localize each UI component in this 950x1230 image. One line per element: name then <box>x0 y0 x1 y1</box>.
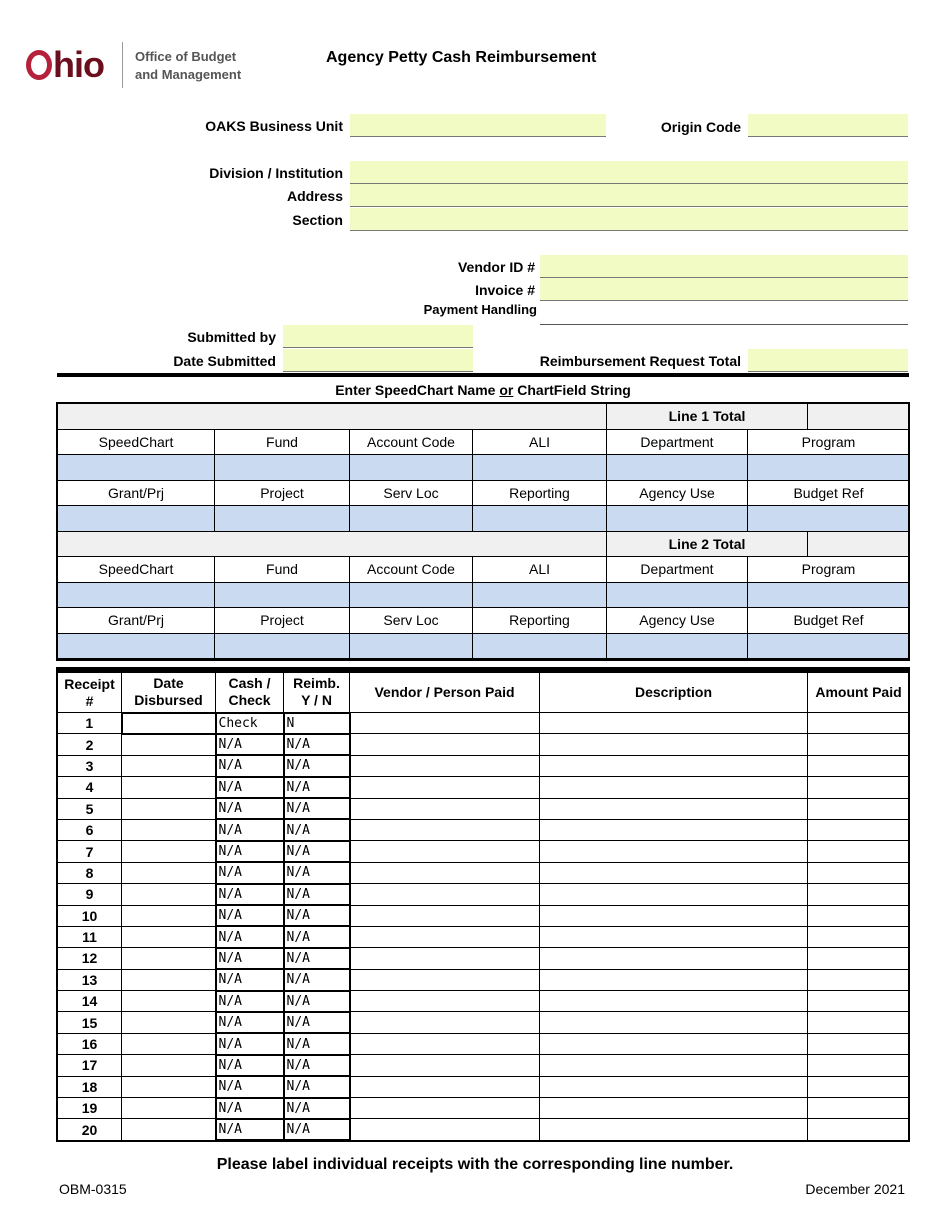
table-row <box>58 777 910 798</box>
date-disbursed-cell[interactable] <box>122 926 216 947</box>
amount-paid-cell[interactable] <box>808 1098 910 1119</box>
line2-a-header-5: Department <box>607 557 748 583</box>
receipt-number: 11 <box>58 926 122 947</box>
date-disbursed-cell[interactable] <box>122 798 216 819</box>
date-submitted-field[interactable] <box>283 349 473 372</box>
receipt-number: 15 <box>58 1012 122 1033</box>
address-label: Address <box>286 188 343 204</box>
receipt-number: 3 <box>58 755 122 776</box>
line1-a-header-1: SpeedChart <box>58 429 215 455</box>
line1-a-header-4: ALI <box>473 429 607 455</box>
receipt-number: 13 <box>58 969 122 990</box>
cash-check-header: Cash / Check <box>216 673 284 713</box>
vendor-cell[interactable] <box>350 969 540 990</box>
vendor-cell[interactable] <box>350 948 540 969</box>
division-field[interactable] <box>350 161 908 184</box>
line1-a-input-1[interactable] <box>58 455 215 481</box>
cash-check-cell[interactable]: N/A <box>216 991 284 1012</box>
description-cell[interactable] <box>540 969 808 990</box>
reimb-cell[interactable]: N/A <box>284 1076 350 1097</box>
line1-a-input-5[interactable] <box>607 455 748 481</box>
cash-check-cell[interactable]: N/A <box>216 841 284 862</box>
reimb-cell[interactable]: N/A <box>284 991 350 1012</box>
line2-total-spacer <box>58 531 607 557</box>
amount-paid-cell[interactable] <box>808 905 910 926</box>
line2-b-input-row <box>58 633 910 659</box>
reimb-cell[interactable]: N/A <box>284 948 350 969</box>
receipt-number: 4 <box>58 777 122 798</box>
chartfield-heading-post: ChartField String <box>513 382 631 398</box>
line1-a-input-4[interactable] <box>473 455 607 481</box>
division-label: Division / Institution <box>209 165 343 181</box>
cash-check-cell[interactable]: N/A <box>216 734 284 755</box>
line2-b-header-row <box>58 608 910 634</box>
receipt-number: 17 <box>58 1055 122 1076</box>
reimb-cell[interactable]: N/A <box>284 819 350 840</box>
receipts-header-row <box>58 673 910 713</box>
amount-paid-header: Amount Paid <box>808 673 910 713</box>
receipt-number: 6 <box>58 819 122 840</box>
description-cell[interactable] <box>540 841 808 862</box>
receipt-number: 12 <box>58 948 122 969</box>
vendor-cell[interactable] <box>350 1076 540 1097</box>
amount-paid-cell[interactable] <box>808 713 910 734</box>
reimb-cell[interactable]: N/A <box>284 969 350 990</box>
line2-b-input-3[interactable] <box>350 633 473 659</box>
line2-b-input-5[interactable] <box>607 633 748 659</box>
description-cell[interactable] <box>540 926 808 947</box>
description-cell[interactable] <box>540 991 808 1012</box>
line2-b-input-1[interactable] <box>58 633 215 659</box>
line1-b-header-5: Agency Use <box>607 480 748 506</box>
table-row <box>58 884 910 905</box>
vendor-cell[interactable] <box>350 991 540 1012</box>
submitted-by-label: Submitted by <box>187 329 276 345</box>
table-row <box>58 991 910 1012</box>
reimb-cell[interactable]: N/A <box>284 1012 350 1033</box>
line1-b-header-2: Project <box>215 480 350 506</box>
date-disbursed-cell[interactable] <box>122 734 216 755</box>
amount-paid-cell[interactable] <box>808 819 910 840</box>
description-cell[interactable] <box>540 734 808 755</box>
date-disbursed-cell[interactable] <box>122 1055 216 1076</box>
vendor-cell[interactable] <box>350 755 540 776</box>
amount-paid-cell[interactable] <box>808 969 910 990</box>
receipt-number: 1 <box>58 713 122 734</box>
table-row <box>58 926 910 947</box>
line2-a-input-3[interactable] <box>350 582 473 608</box>
line2-b-header-1: Grant/Prj <box>58 608 215 634</box>
vendor-cell[interactable] <box>350 1055 540 1076</box>
origin-code-label: Origin Code <box>660 119 741 135</box>
date-disbursed-cell[interactable] <box>122 777 216 798</box>
address-field[interactable] <box>350 184 908 207</box>
line1-a-header-6: Program <box>748 429 910 455</box>
description-cell[interactable] <box>540 1055 808 1076</box>
line1-total-spacer <box>58 404 607 430</box>
line1-total-field[interactable] <box>808 404 910 430</box>
submitted-by-field[interactable] <box>283 325 473 348</box>
line1-b-input-5[interactable] <box>607 506 748 532</box>
line1-a-input-3[interactable] <box>350 455 473 481</box>
line2-a-input-5[interactable] <box>607 582 748 608</box>
date-disbursed-cell[interactable] <box>122 755 216 776</box>
line1-b-input-1[interactable] <box>58 506 215 532</box>
form-id: OBM-0315 <box>59 1181 127 1197</box>
receipt-number: 20 <box>58 1119 122 1140</box>
date-disbursed-cell[interactable] <box>122 1076 216 1097</box>
line2-b-input-6[interactable] <box>748 633 910 659</box>
receipt-number: 18 <box>58 1076 122 1097</box>
reimb-cell[interactable]: N/A <box>284 862 350 883</box>
origin-code-field[interactable] <box>748 114 908 137</box>
line2-a-input-2[interactable] <box>215 582 350 608</box>
amount-paid-cell[interactable] <box>808 734 910 755</box>
cash-check-cell[interactable]: N/A <box>216 884 284 905</box>
receipt-number: 2 <box>58 734 122 755</box>
table-row <box>58 905 910 926</box>
description-cell[interactable] <box>540 1098 808 1119</box>
line1-b-input-row <box>58 506 910 532</box>
cash-check-cell[interactable]: N/A <box>216 926 284 947</box>
vendor-cell[interactable] <box>350 841 540 862</box>
chartfield-table <box>57 403 910 659</box>
cash-check-cell[interactable]: N/A <box>216 905 284 926</box>
receipts-table <box>57 672 910 1141</box>
section-divider <box>57 373 909 377</box>
amount-paid-cell[interactable] <box>808 1012 910 1033</box>
vendor-cell[interactable] <box>350 1033 540 1054</box>
description-header: Description <box>540 673 808 713</box>
date-disbursed-header: Date Disbursed <box>122 673 216 713</box>
date-disbursed-cell[interactable] <box>122 884 216 905</box>
line2-a-input-4[interactable] <box>473 582 607 608</box>
line2-a-header-4: ALI <box>473 557 607 583</box>
receipt-number: 5 <box>58 798 122 819</box>
reimb-cell[interactable]: N/A <box>284 1055 350 1076</box>
reimb-cell[interactable]: N/A <box>284 841 350 862</box>
ohio-logo <box>26 44 104 86</box>
line2-a-header-3: Account Code <box>350 557 473 583</box>
table-row <box>58 1119 910 1140</box>
date-disbursed-cell[interactable] <box>122 1033 216 1054</box>
line1-a-input-row <box>58 455 910 481</box>
reimb-cell[interactable]: N/A <box>284 1098 350 1119</box>
amount-paid-cell[interactable] <box>808 1119 910 1140</box>
table-row <box>58 755 910 776</box>
reimb-cell[interactable]: N/A <box>284 1033 350 1054</box>
line2-b-input-2[interactable] <box>215 633 350 659</box>
footer-note: Please label individual receipts with the corresponding line number. <box>216 1156 734 1173</box>
table-row <box>58 862 910 883</box>
cash-check-cell[interactable]: N/A <box>216 948 284 969</box>
cash-check-cell[interactable]: N/A <box>216 777 284 798</box>
line1-a-input-2[interactable] <box>215 455 350 481</box>
vendor-header: Vendor / Person Paid <box>350 673 540 713</box>
description-cell[interactable] <box>540 862 808 883</box>
line2-a-input-6[interactable] <box>748 582 910 608</box>
table-row <box>58 713 910 734</box>
invoice-field[interactable] <box>540 278 908 301</box>
line2-a-input-row <box>58 582 910 608</box>
line2-b-header-5: Agency Use <box>607 608 748 634</box>
line1-a-header-2: Fund <box>215 429 350 455</box>
date-disbursed-cell[interactable] <box>122 948 216 969</box>
reimb-cell[interactable]: N/A <box>284 926 350 947</box>
cash-check-cell[interactable]: N/A <box>216 1033 284 1054</box>
vendor-id-field[interactable] <box>540 255 908 278</box>
table-row <box>58 1012 910 1033</box>
receipt-number: 10 <box>58 905 122 926</box>
vendor-cell[interactable] <box>350 734 540 755</box>
vendor-cell[interactable] <box>350 862 540 883</box>
reimb-cell[interactable]: N/A <box>284 755 350 776</box>
line1-a-input-6[interactable] <box>748 455 910 481</box>
vendor-cell[interactable] <box>350 777 540 798</box>
cash-check-cell[interactable]: N/A <box>216 819 284 840</box>
reimb-cell[interactable]: N/A <box>284 884 350 905</box>
line1-b-header-1: Grant/Prj <box>58 480 215 506</box>
table-row <box>58 1076 910 1097</box>
chartfield-heading-pre: Enter SpeedChart Name <box>335 382 500 398</box>
amount-paid-cell[interactable] <box>808 755 910 776</box>
date-disbursed-cell[interactable] <box>122 991 216 1012</box>
cash-check-cell[interactable]: N/A <box>216 1076 284 1097</box>
description-cell[interactable] <box>540 798 808 819</box>
line1-b-header-row <box>58 480 910 506</box>
line1-a-header-row <box>58 429 910 455</box>
date-disbursed-cell[interactable] <box>122 841 216 862</box>
cash-check-cell[interactable]: N/A <box>216 1012 284 1033</box>
cash-check-cell[interactable]: N/A <box>216 1055 284 1076</box>
date-disbursed-cell[interactable] <box>122 862 216 883</box>
section-field[interactable] <box>350 208 908 231</box>
vendor-cell[interactable] <box>350 1119 540 1140</box>
office-line-2: and Management <box>135 67 242 82</box>
line2-total-label: Line 2 Total <box>607 531 808 557</box>
receipt-number: 16 <box>58 1033 122 1054</box>
oaks-business-unit-label: OAKS Business Unit <box>205 118 343 134</box>
date-disbursed-cell[interactable] <box>122 713 216 734</box>
table-row <box>58 948 910 969</box>
reimb-cell[interactable]: N/A <box>284 777 350 798</box>
line2-a-header-6: Program <box>748 557 910 583</box>
reimbursement-total-label: Reimbursement Request Total <box>539 353 741 369</box>
description-cell[interactable] <box>540 713 808 734</box>
table-row <box>58 969 910 990</box>
line1-b-header-3: Serv Loc <box>350 480 473 506</box>
line1-a-header-5: Department <box>607 429 748 455</box>
payment-handling-field[interactable] <box>540 302 908 325</box>
reimb-header: Reimb. Y / N <box>284 673 350 713</box>
date-disbursed-cell[interactable] <box>122 969 216 990</box>
amount-paid-cell[interactable] <box>808 1033 910 1054</box>
reimb-cell[interactable]: N/A <box>284 734 350 755</box>
vendor-cell[interactable] <box>350 713 540 734</box>
line2-a-input-1[interactable] <box>58 582 215 608</box>
amount-paid-cell[interactable] <box>808 862 910 883</box>
table-row <box>58 841 910 862</box>
receipt-number: 9 <box>58 884 122 905</box>
line1-b-input-6[interactable] <box>748 506 910 532</box>
form-date: December 2021 <box>805 1181 905 1197</box>
vendor-cell[interactable] <box>350 926 540 947</box>
line1-b-input-2[interactable] <box>215 506 350 532</box>
vendor-cell[interactable] <box>350 1098 540 1119</box>
date-disbursed-cell[interactable] <box>122 1012 216 1033</box>
reimb-cell[interactable]: N/A <box>284 1119 350 1140</box>
vendor-cell[interactable] <box>350 819 540 840</box>
amount-paid-cell[interactable] <box>808 777 910 798</box>
line1-total-label: Line 1 Total <box>607 404 808 430</box>
line1-total-row <box>58 404 910 430</box>
line1-b-header-6: Budget Ref <box>748 480 910 506</box>
date-submitted-label: Date Submitted <box>173 353 276 369</box>
description-cell[interactable] <box>540 1033 808 1054</box>
line2-b-header-6: Budget Ref <box>748 608 910 634</box>
date-disbursed-cell[interactable] <box>122 819 216 840</box>
line2-total-field[interactable] <box>808 531 910 557</box>
description-cell[interactable] <box>540 884 808 905</box>
receipt-number-header: Receipt # <box>58 673 122 713</box>
table-row <box>58 1033 910 1054</box>
cash-check-cell[interactable]: N/A <box>216 1119 284 1140</box>
line2-a-header-2: Fund <box>215 557 350 583</box>
line2-b-input-4[interactable] <box>473 633 607 659</box>
ohio-logo-ring-icon <box>26 50 52 80</box>
line2-b-header-3: Serv Loc <box>350 608 473 634</box>
vendor-cell[interactable] <box>350 905 540 926</box>
cash-check-cell[interactable]: Check <box>216 713 284 734</box>
description-cell[interactable] <box>540 905 808 926</box>
vendor-cell[interactable] <box>350 798 540 819</box>
table-row <box>58 1055 910 1076</box>
line1-b-input-4[interactable] <box>473 506 607 532</box>
cash-check-cell[interactable]: N/A <box>216 1098 284 1119</box>
reimb-cell[interactable]: N/A <box>284 905 350 926</box>
reimb-cell[interactable]: N/A <box>284 798 350 819</box>
description-cell[interactable] <box>540 819 808 840</box>
line1-a-header-3: Account Code <box>350 429 473 455</box>
cash-check-cell[interactable]: N/A <box>216 798 284 819</box>
line1-b-header-4: Reporting <box>473 480 607 506</box>
amount-paid-cell[interactable] <box>808 926 910 947</box>
description-cell[interactable] <box>540 1012 808 1033</box>
amount-paid-cell[interactable] <box>808 991 910 1012</box>
reimb-cell[interactable]: N <box>284 713 350 734</box>
vendor-id-label: Vendor ID # <box>457 259 535 275</box>
line2-b-header-4: Reporting <box>473 608 607 634</box>
line2-a-header-row <box>58 557 910 583</box>
chartfield-heading <box>0 382 950 398</box>
description-cell[interactable] <box>540 755 808 776</box>
cash-check-cell[interactable]: N/A <box>216 862 284 883</box>
ohio-logo-text: hio <box>53 44 104 85</box>
description-cell[interactable] <box>540 777 808 798</box>
description-cell[interactable] <box>540 1076 808 1097</box>
description-cell[interactable] <box>540 1119 808 1140</box>
amount-paid-cell[interactable] <box>808 1076 910 1097</box>
table-row <box>58 819 910 840</box>
table-row <box>58 798 910 819</box>
table-row <box>58 734 910 755</box>
form-title: Agency Petty Cash Reimbursement <box>326 49 597 66</box>
chartfield-heading-or: or <box>499 382 514 398</box>
vendor-cell[interactable] <box>350 1012 540 1033</box>
office-line-1: Office of Budget <box>135 49 237 64</box>
date-disbursed-cell[interactable] <box>122 905 216 926</box>
date-disbursed-cell[interactable] <box>122 1098 216 1119</box>
cash-check-cell[interactable]: N/A <box>216 969 284 990</box>
logo-divider <box>122 42 123 88</box>
invoice-label: Invoice # <box>475 282 535 298</box>
receipt-number: 19 <box>58 1098 122 1119</box>
receipt-number: 8 <box>58 862 122 883</box>
section-label: Section <box>292 212 343 228</box>
reimbursement-total-field[interactable] <box>748 349 908 372</box>
line2-b-header-2: Project <box>215 608 350 634</box>
office-name <box>135 48 241 84</box>
payment-handling-label: Payment Handling <box>423 302 537 317</box>
line1-b-input-3[interactable] <box>350 506 473 532</box>
amount-paid-cell[interactable] <box>808 884 910 905</box>
line2-total-row <box>58 531 910 557</box>
description-cell[interactable] <box>540 948 808 969</box>
date-disbursed-cell[interactable] <box>122 1119 216 1140</box>
cash-check-cell[interactable]: N/A <box>216 755 284 776</box>
receipt-number: 14 <box>58 991 122 1012</box>
amount-paid-cell[interactable] <box>808 841 910 862</box>
amount-paid-cell[interactable] <box>808 1055 910 1076</box>
amount-paid-cell[interactable] <box>808 798 910 819</box>
amount-paid-cell[interactable] <box>808 948 910 969</box>
receipt-number: 7 <box>58 841 122 862</box>
vendor-cell[interactable] <box>350 884 540 905</box>
table-row <box>58 1098 910 1119</box>
line2-a-header-1: SpeedChart <box>58 557 215 583</box>
oaks-business-unit-field[interactable] <box>350 114 606 137</box>
